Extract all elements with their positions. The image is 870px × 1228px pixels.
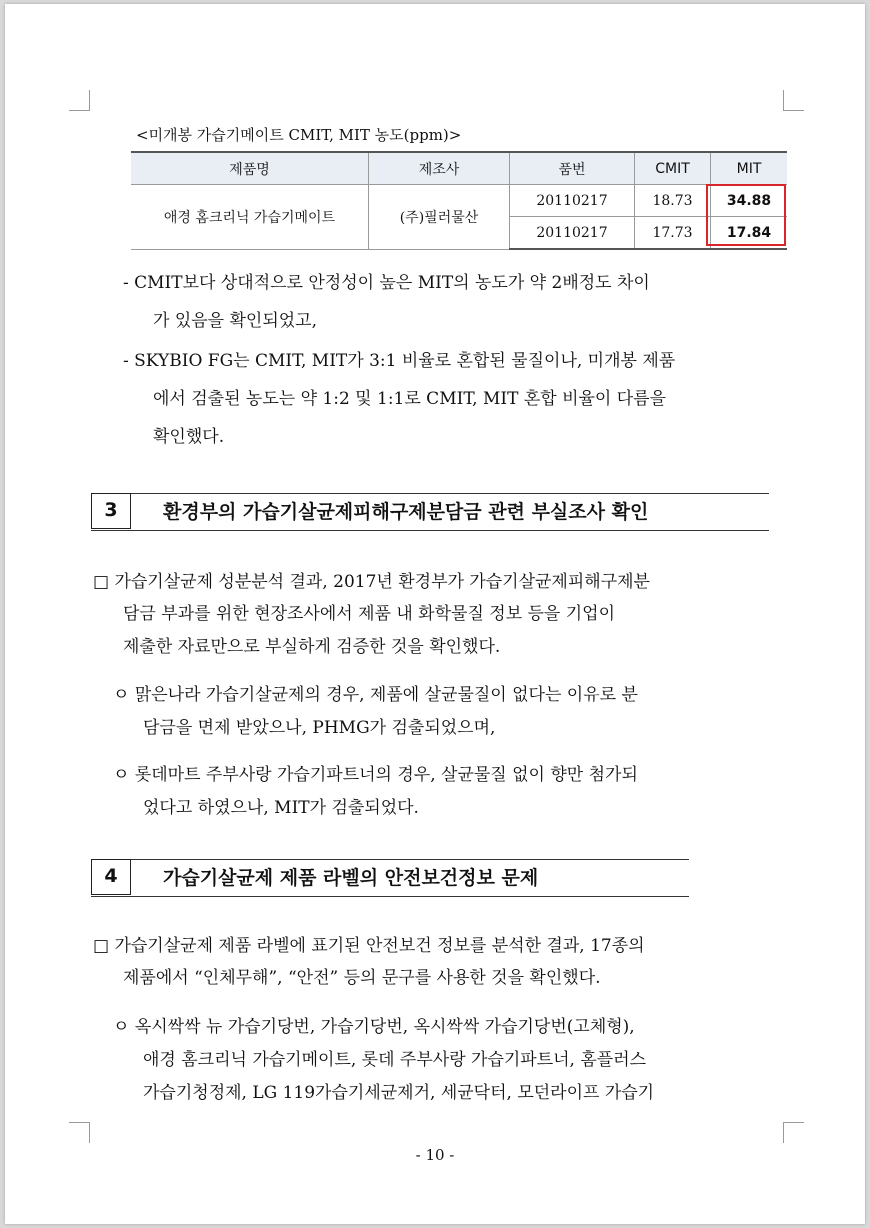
section-heading-3 xyxy=(91,493,769,531)
section-title: 환경부의 가습기살균제피해구제분담금 관련 부실조사 확인 xyxy=(163,501,649,523)
cell-cmit: 18.73 xyxy=(635,185,711,217)
list-item: 담금을 면제 받았으나, PHMG가 검출되었으며, xyxy=(143,718,496,738)
bullet-line: 가 있음을 확인되었고, xyxy=(153,311,318,331)
crop-mark xyxy=(69,90,90,111)
crop-mark xyxy=(783,90,804,111)
table-caption: <미개봉 가습기메이트 CMIT, MIT 농도(ppm)> xyxy=(136,126,462,144)
table-header-row xyxy=(131,152,787,185)
cell-maker: (주)필러물산 xyxy=(369,185,510,250)
cell-product: 애경 홈크리닉 가습기메이트 xyxy=(131,185,369,250)
list-item: ㅇ 맑은나라 가습기살균제의 경우, 제품에 살균물질이 없다는 이유로 분 xyxy=(113,685,638,705)
header-lot: 품번 xyxy=(510,152,635,185)
bullet-line: - CMIT보다 상대적으로 안정성이 높은 MIT의 농도가 약 2배정도 차이 xyxy=(123,273,650,293)
paragraph-line: □ 가습기살균제 성분분석 결과, 2017년 환경부가 가습기살균제피해구제분 xyxy=(93,572,650,592)
header-cmit: CMIT xyxy=(635,152,711,185)
list-item: ㅇ 옥시싹싹 뉴 가습기당번, 가습기당번, 옥시싹싹 가습기당번(고체형), xyxy=(113,1017,635,1037)
mit-highlight-box xyxy=(706,184,786,246)
header-maker: 제조사 xyxy=(369,152,510,185)
header-product: 제품명 xyxy=(131,152,369,185)
bullet-line: - SKYBIO FG는 CMIT, MIT가 3:1 비율로 혼합된 물질이나, 미개봉 제품 xyxy=(123,351,676,371)
cell-lot: 20110217 xyxy=(510,185,635,217)
bullet-line: 확인했다. xyxy=(153,427,225,447)
concentration-table xyxy=(131,151,787,250)
cell-mit: 17.84 xyxy=(711,217,788,250)
header-mit: MIT xyxy=(711,152,788,185)
page-number: - 10 - xyxy=(415,1146,455,1164)
section-number: 4 xyxy=(91,859,131,895)
crop-mark xyxy=(69,1122,90,1143)
list-item: ㅇ 롯데마트 주부사랑 가습기파트너의 경우, 살균물질 없이 향만 첨가되 xyxy=(113,765,638,785)
paragraph-line: □ 가습기살균제 제품 라벨에 표기된 안전보건 정보를 분석한 결과, 17종의 xyxy=(93,936,645,956)
paragraph-line: 제출한 자료만으로 부실하게 검증한 것을 확인했다. xyxy=(123,637,501,657)
list-item: 가습기청정제, LG 119가습기세균제거, 세균닥터, 모던라이프 가습기 xyxy=(143,1083,655,1103)
section-heading-4 xyxy=(91,859,689,897)
list-item: 애경 홈크리닉 가습기메이트, 롯데 주부사랑 가습기파트너, 홈플러스 xyxy=(143,1050,647,1070)
section-number: 3 xyxy=(91,493,131,529)
document-page xyxy=(5,4,865,1224)
cell-mit: 34.88 xyxy=(711,185,788,217)
bullet-line: 에서 검출된 농도는 약 1:2 및 1:1로 CMIT, MIT 혼합 비율이 다름을 xyxy=(153,389,667,409)
paragraph-line: 담금 부과를 위한 현장조사에서 제품 내 화학물질 정보 등을 기업이 xyxy=(123,604,616,624)
paragraph-line: 제품에서 “인체무해”, “안전” 등의 문구를 사용한 것을 확인했다. xyxy=(123,968,601,988)
cell-cmit: 17.73 xyxy=(635,217,711,250)
section-title: 가습기살균제 제품 라벨의 안전보건정보 문제 xyxy=(163,867,539,889)
table-row xyxy=(131,185,787,217)
list-item: 었다고 하였으나, MIT가 검출되었다. xyxy=(143,798,419,818)
cell-lot: 20110217 xyxy=(510,217,635,250)
crop-mark xyxy=(783,1122,804,1143)
